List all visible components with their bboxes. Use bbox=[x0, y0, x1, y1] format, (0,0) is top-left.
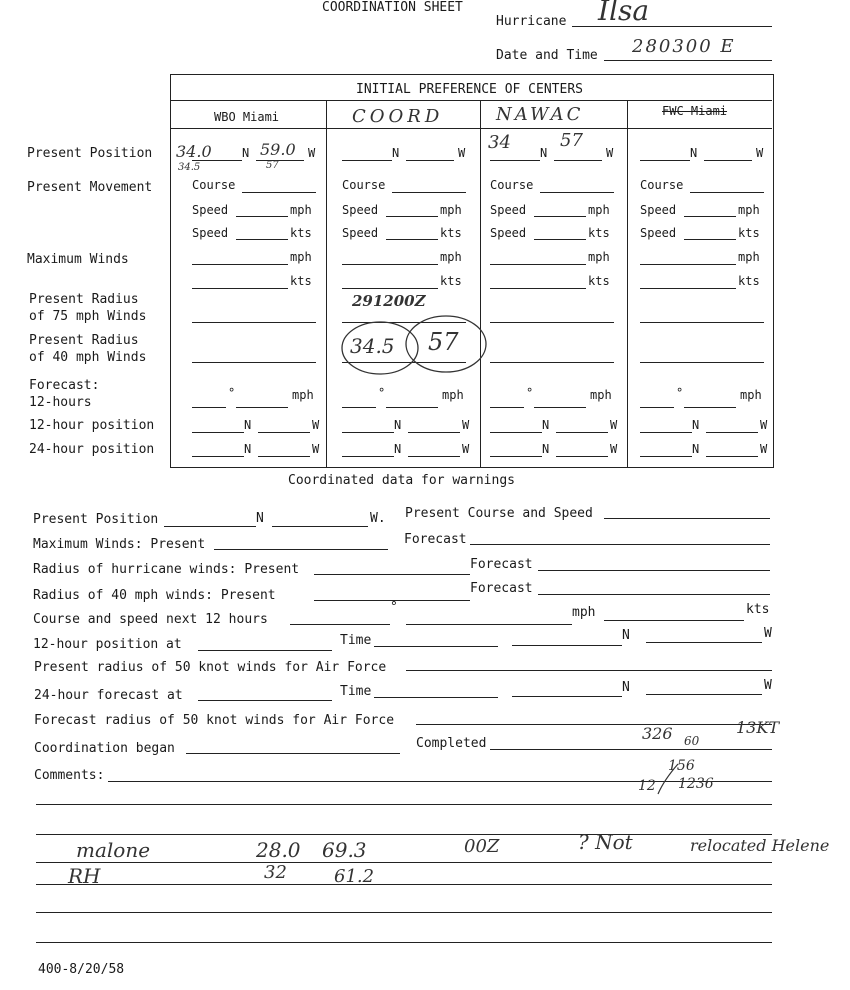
sheet-title: COORDINATION SHEET bbox=[322, 0, 463, 15]
cd-completed-label: Completed bbox=[416, 736, 487, 751]
col1-speed1-mph: mph bbox=[290, 203, 312, 217]
col1-r75-line bbox=[192, 322, 316, 323]
row-24hr-position: 24-hour position bbox=[29, 442, 155, 457]
column-wbo-miami: WBO Miami bbox=[214, 110, 280, 124]
nawac-lon-handwritten: 57 bbox=[560, 130, 583, 151]
col4-pos24-lat-line bbox=[640, 456, 692, 457]
col3-pos12-lon-line bbox=[556, 432, 608, 433]
calc-60: 60 bbox=[684, 734, 700, 748]
cd-24hr-time-label: Time bbox=[340, 684, 372, 699]
cd-max-winds-forecast-label: Forecast bbox=[404, 532, 467, 547]
cd-course-12-label: Course and speed next 12 hours bbox=[33, 612, 268, 627]
col4-pos-lon-line bbox=[704, 160, 752, 161]
col2-pos12-w: W bbox=[462, 418, 470, 432]
cd-24hr-forecast-label: 24-hour forecast at bbox=[34, 688, 183, 703]
col4-pos12-n: N bbox=[692, 418, 700, 432]
col2-pos24-lon-line bbox=[408, 456, 460, 457]
column-nawac: NAWAC bbox=[496, 104, 584, 125]
table-title: INITIAL PREFERENCE OF CENTERS bbox=[356, 82, 583, 97]
col2-maxwind-kts-line bbox=[342, 288, 438, 289]
col2-pos-n: N bbox=[392, 146, 400, 160]
col3-pos12-w: W bbox=[610, 418, 618, 432]
col1-maxwind-kts: kts bbox=[290, 274, 312, 288]
col2-course-label: Course bbox=[342, 178, 386, 192]
col1-pos-lon-line bbox=[256, 160, 304, 161]
col2-pos12-n: N bbox=[394, 418, 402, 432]
row-present-movement: Present Movement bbox=[27, 180, 153, 195]
col2-fc-speed-line bbox=[386, 407, 438, 408]
col4-pos12-lat-line bbox=[640, 432, 692, 433]
cd-radius50-forecast-label: Forecast radius of 50 knot winds for Air Force bbox=[34, 713, 395, 728]
col1-speed1-line bbox=[236, 216, 288, 217]
col2-fc-dir-line bbox=[342, 407, 376, 408]
col4-fc-speed-line bbox=[684, 407, 736, 408]
hurricane-name-handwritten: Ilsa bbox=[598, 0, 650, 27]
comment-row1-time: 00Z bbox=[464, 836, 500, 857]
col1-pos12-w: W bbox=[312, 418, 320, 432]
col4-course-line bbox=[690, 192, 764, 193]
cd-24hr-w-label: W bbox=[764, 678, 772, 693]
col2-maxwind-mph-line bbox=[342, 264, 438, 265]
row-radius40-line1: Present Radius bbox=[29, 333, 139, 348]
col4-pos-lat-line bbox=[640, 160, 690, 161]
col1-speed1-label: Speed bbox=[192, 203, 229, 217]
col1-pos24-n: N bbox=[244, 442, 252, 456]
col4-r75-line bbox=[640, 322, 764, 323]
col3-speed2-kts: kts bbox=[588, 226, 610, 240]
col4-pos12-w: W bbox=[760, 418, 768, 432]
cd-present-position-label: Present Position bbox=[33, 512, 159, 527]
calc-326: 326 bbox=[642, 724, 673, 743]
row-12hr-position: 12-hour position bbox=[29, 418, 155, 433]
preference-table bbox=[170, 74, 774, 468]
column-fwc-miami: FWC Miami bbox=[662, 104, 728, 118]
col2-pos12-lat-line bbox=[342, 432, 394, 433]
col4-speed2-line bbox=[684, 239, 736, 240]
comment-row2-lon: 61.2 bbox=[334, 866, 375, 887]
col4-maxwind-kts: kts bbox=[738, 274, 760, 288]
row-forecast-line2: 12-hours bbox=[29, 395, 92, 410]
coordinated-heading: Coordinated data for warnings bbox=[288, 473, 515, 488]
col3-pos24-lat-line bbox=[490, 456, 542, 457]
cd-n-label: N bbox=[256, 511, 264, 526]
col3-course-line bbox=[540, 192, 614, 193]
col2-pos-lat-line bbox=[342, 160, 392, 161]
col1-maxwind-mph-line bbox=[192, 264, 288, 265]
col3-r40-line bbox=[490, 362, 614, 363]
coord-r40-lat: 34.5 bbox=[350, 334, 395, 358]
coord-r40-lon: 57 bbox=[428, 328, 459, 356]
cd-mph-label: mph bbox=[572, 605, 596, 620]
cd-12hr-position-label: 12-hour position at bbox=[33, 637, 182, 652]
comment-row1-note2: relocated Helene bbox=[690, 836, 830, 855]
col1-speed2-label: Speed bbox=[192, 226, 229, 240]
col1-r40-line bbox=[192, 362, 316, 363]
col4-maxwind-mph: mph bbox=[738, 250, 760, 264]
col2-course-line bbox=[392, 192, 466, 193]
cd-kts-label: kts bbox=[746, 602, 770, 617]
comment-row1-note: ? Not bbox=[578, 830, 633, 854]
col3-pos-lat-line bbox=[490, 160, 540, 161]
cd-24hr-n-label: N bbox=[622, 680, 630, 695]
datetime-handwritten: 280300 E bbox=[632, 36, 736, 57]
comment-row1-lon: 69.3 bbox=[322, 838, 367, 862]
col4-maxwind-kts-line bbox=[640, 288, 736, 289]
col4-r40-line bbox=[640, 362, 764, 363]
col1-pos12-lon-line bbox=[258, 432, 310, 433]
calc-13kt: 13KT bbox=[736, 718, 779, 737]
row-radius75-line1: Present Radius bbox=[29, 292, 139, 307]
row-forecast-line1: Forecast: bbox=[29, 378, 100, 393]
form-number: 400-8/20/58 bbox=[38, 962, 125, 977]
col4-pos24-n: N bbox=[692, 442, 700, 456]
cd-radius-hurricane-forecast: Forecast bbox=[470, 557, 533, 572]
cd-radius50-present-label: Present radius of 50 knot winds for Air Force bbox=[34, 660, 387, 675]
col4-speed1-label: Speed bbox=[640, 203, 677, 217]
col4-fc-dir-line bbox=[640, 407, 674, 408]
col3-r75-line bbox=[490, 322, 614, 323]
col2-pos-lon-line bbox=[406, 160, 454, 161]
col2-pos12-lon-line bbox=[408, 432, 460, 433]
col2-maxwind-kts: kts bbox=[440, 274, 462, 288]
col1-pos24-lat-line bbox=[192, 456, 244, 457]
datetime-field-line bbox=[604, 60, 772, 61]
col3-speed1-mph: mph bbox=[588, 203, 610, 217]
col4-speed2-label: Speed bbox=[640, 226, 677, 240]
col3-fc-mph: mph bbox=[590, 388, 612, 402]
row-radius75-line2: of 75 mph Winds bbox=[29, 309, 147, 324]
col1-pos12-lat-line bbox=[192, 432, 244, 433]
col1-maxwind-kts-line bbox=[192, 288, 288, 289]
col3-pos-n: N bbox=[540, 146, 548, 160]
col3-maxwind-mph-line bbox=[490, 264, 586, 265]
row-present-position: Present Position bbox=[27, 146, 153, 161]
col3-course-label: Course bbox=[490, 178, 534, 192]
calc-12: 12 bbox=[638, 778, 656, 794]
comment-row1-name: malone bbox=[76, 838, 151, 862]
col2-speed2-line bbox=[386, 239, 438, 240]
col2-pos24-n: N bbox=[394, 442, 402, 456]
col3-maxwind-kts: kts bbox=[588, 274, 610, 288]
col2-speed1-line bbox=[386, 216, 438, 217]
datetime-label: Date and Time bbox=[496, 48, 598, 63]
col1-fc-mph: mph bbox=[292, 388, 314, 402]
col3-speed1-label: Speed bbox=[490, 203, 527, 217]
col2-speed1-mph: mph bbox=[440, 203, 462, 217]
wbo-lat-note: 34.5 bbox=[178, 162, 201, 173]
col2-speed2-kts: kts bbox=[440, 226, 462, 240]
col3-pos24-lon-line bbox=[556, 456, 608, 457]
col3-pos24-n: N bbox=[542, 442, 550, 456]
col3-maxwind-kts-line bbox=[490, 288, 586, 289]
col4-pos-w: W bbox=[756, 146, 764, 160]
column-coord: COORD bbox=[352, 106, 444, 127]
row-maximum-winds: Maximum Winds bbox=[27, 252, 129, 267]
calc-156: 156 bbox=[668, 758, 695, 774]
col3-maxwind-mph: mph bbox=[588, 250, 610, 264]
col4-pos24-lon-line bbox=[706, 456, 758, 457]
cd-12hr-w-label: W bbox=[764, 626, 772, 641]
col2-pos-w: W bbox=[458, 146, 466, 160]
col4-fc-deg: ° bbox=[676, 386, 684, 400]
col4-speed1-mph: mph bbox=[738, 203, 760, 217]
col4-pos12-lon-line bbox=[706, 432, 758, 433]
col3-speed2-label: Speed bbox=[490, 226, 527, 240]
col2-maxwind-mph: mph bbox=[440, 250, 462, 264]
calc-1236: 1236 bbox=[678, 776, 714, 792]
cd-radius-hurricane-label: Radius of hurricane winds: Present bbox=[33, 562, 300, 577]
col1-fc-dir-line bbox=[192, 407, 226, 408]
col3-fc-dir-line bbox=[490, 407, 524, 408]
col3-speed1-line bbox=[534, 216, 586, 217]
wbo-lat-handwritten: 34.0 bbox=[176, 142, 212, 161]
cd-radius40-forecast: Forecast bbox=[470, 581, 533, 596]
col4-speed2-kts: kts bbox=[738, 226, 760, 240]
cd-w-label: W. bbox=[370, 511, 386, 526]
col1-fc-speed-line bbox=[236, 407, 288, 408]
col1-pos24-w: W bbox=[312, 442, 320, 456]
col2-pos24-lat-line bbox=[342, 456, 394, 457]
col1-speed2-line bbox=[236, 239, 288, 240]
col1-pos12-n: N bbox=[244, 418, 252, 432]
cd-12hr-n-label: N bbox=[622, 628, 630, 643]
cd-12hr-time-label: Time bbox=[340, 633, 372, 648]
col3-fc-deg: ° bbox=[526, 386, 534, 400]
col2-speed2-label: Speed bbox=[342, 226, 379, 240]
col1-fc-deg: ° bbox=[228, 386, 236, 400]
col2-fc-deg: ° bbox=[378, 386, 386, 400]
cd-deg-symbol: ° bbox=[390, 600, 398, 615]
col3-pos12-n: N bbox=[542, 418, 550, 432]
comment-row1-lat: 28.0 bbox=[256, 838, 301, 862]
coord-r75-handwritten: 291200Z bbox=[352, 292, 426, 310]
col1-pos-w: W bbox=[308, 146, 316, 160]
comment-row2-name: RH bbox=[68, 864, 101, 888]
col1-pos-n: N bbox=[242, 146, 250, 160]
comment-row2-lat: 32 bbox=[264, 862, 287, 883]
col4-course-label: Course bbox=[640, 178, 684, 192]
cd-coordination-began-label: Coordination began bbox=[34, 741, 175, 756]
col2-pos24-w: W bbox=[462, 442, 470, 456]
col1-maxwind-mph: mph bbox=[290, 250, 312, 264]
hurricane-label: Hurricane bbox=[496, 14, 567, 29]
cd-course-speed-label: Present Course and Speed bbox=[405, 506, 593, 521]
col1-speed2-kts: kts bbox=[290, 226, 312, 240]
col1-course-label: Course bbox=[192, 178, 236, 192]
col3-pos24-w: W bbox=[610, 442, 618, 456]
col2-fc-mph: mph bbox=[442, 388, 464, 402]
col3-fc-speed-line bbox=[534, 407, 586, 408]
nawac-lat-handwritten: 34 bbox=[488, 132, 511, 153]
col4-pos-n: N bbox=[690, 146, 698, 160]
col4-pos24-w: W bbox=[760, 442, 768, 456]
col4-speed1-line bbox=[684, 216, 736, 217]
wbo-lon-handwritten: 59.0 bbox=[260, 140, 296, 159]
col3-pos12-lat-line bbox=[490, 432, 542, 433]
cd-max-winds-label: Maximum Winds: Present bbox=[33, 537, 206, 552]
row-radius40-line2: of 40 mph Winds bbox=[29, 350, 147, 365]
division-bracket-sketch bbox=[652, 762, 682, 798]
col4-maxwind-mph-line bbox=[640, 264, 736, 265]
col1-course-line bbox=[242, 192, 316, 193]
col4-fc-mph: mph bbox=[740, 388, 762, 402]
col2-speed1-label: Speed bbox=[342, 203, 379, 217]
cd-comments-label: Comments: bbox=[34, 768, 105, 783]
col3-pos-lon-line bbox=[554, 160, 602, 161]
wbo-lon-note: 57 bbox=[266, 160, 279, 171]
col3-pos-w: W bbox=[606, 146, 614, 160]
cd-radius40-label: Radius of 40 mph winds: Present bbox=[33, 588, 276, 603]
col1-pos24-lon-line bbox=[258, 456, 310, 457]
col3-speed2-line bbox=[534, 239, 586, 240]
